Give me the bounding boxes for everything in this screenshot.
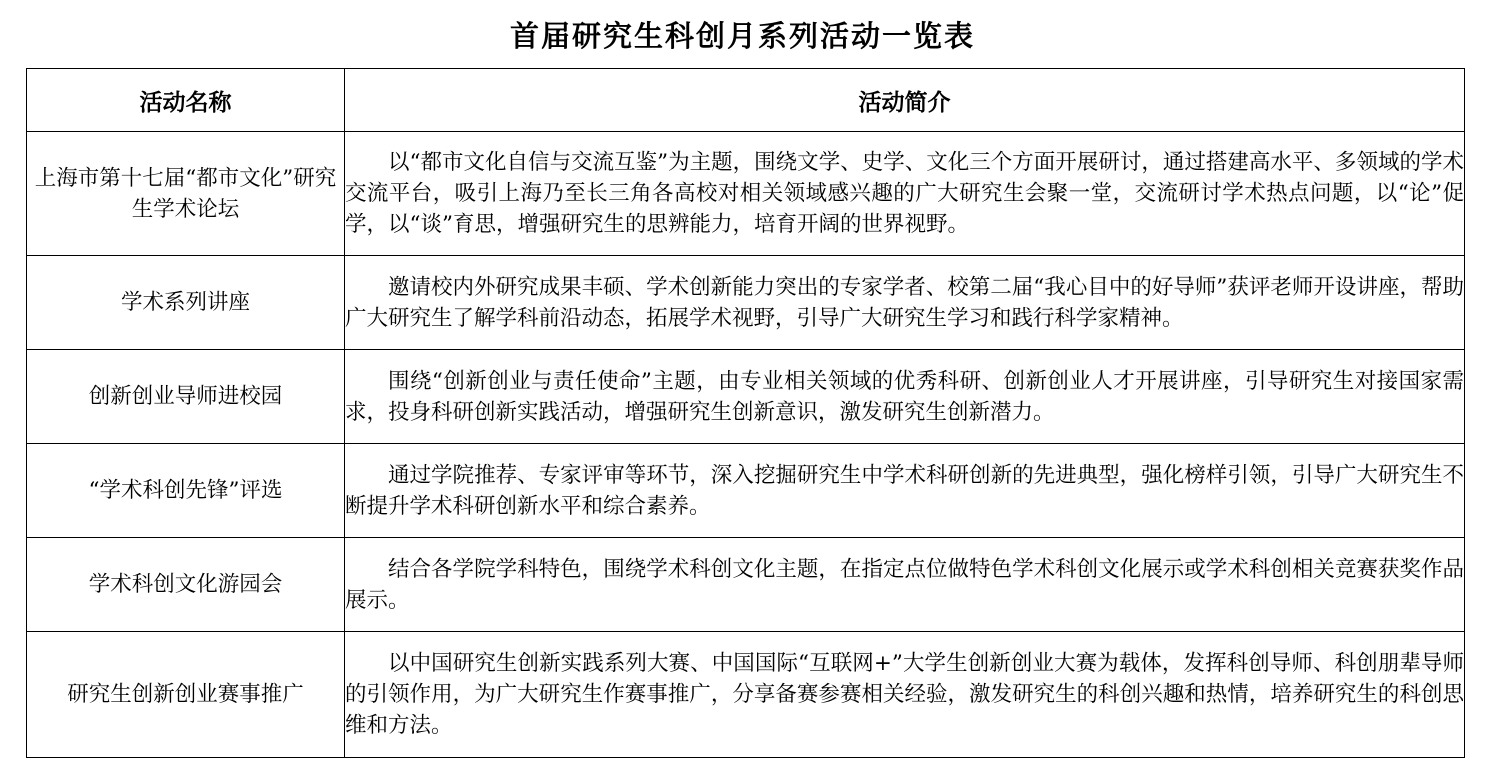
activity-description xyxy=(345,444,1465,538)
activity-name: 学术系列讲座 xyxy=(27,256,345,350)
table-row xyxy=(27,132,1465,256)
activity-name: 创新创业导师进校园 xyxy=(27,350,345,444)
header-activity-description: 活动简介 xyxy=(345,69,1465,132)
activity-description xyxy=(345,538,1465,632)
description-text: 以“都市文化自信与交流互鉴”为主题，围绕文学、史学、文化三个方面开展研讨，通过搭建高水平、多领域的学术交流平台，吸引上海乃至长三角各高校对相关领域感兴趣的广大研究生会聚一堂，交流研讨学术热点问题，以“论”促学，以“谈”育思，增强研究生的思辨能力，培育开阔的世界视野。 xyxy=(345,150,1464,237)
activity-name: 研究生创新创业赛事推广 xyxy=(27,632,345,758)
activity-description xyxy=(345,132,1465,256)
page-title: 首届研究生科创月系列活动一览表 xyxy=(509,19,975,53)
header-activity-name: 活动名称 xyxy=(27,69,345,132)
description-text: 邀请校内外研究成果丰硕、学术创新能力突出的专家学者、校第二届“我心目中的好导师”获评老师开设讲座，帮助广大研究生了解学科前沿动态，拓展学术视野，引导广大研究生学习和践行科学家精神。 xyxy=(345,274,1464,331)
description-text: 以中国研究生创新实践系列大赛、中国国际“互联网+”大学生创新创业大赛为载体，发挥科创导师、科创朋辈导师的引领作用，为广大研究生作赛事推广，分享备赛参赛相关经验，激发研究生的科创兴趣和热情，培养研究生的科创思维和方法。 xyxy=(345,651,1464,738)
table-row xyxy=(27,538,1465,632)
table-header-row xyxy=(27,69,1465,132)
description-text: 围绕“创新创业与责任使命”主题，由专业相关领域的优秀科研、创新创业人才开展讲座，引导研究生对接国家需求，投身科研创新实践活动，增强研究生创新意识，激发研究生创新潜力。 xyxy=(345,368,1464,425)
description-text: 结合各学院学科特色，围绕学术科创文化主题，在指定点位做特色学术科创文化展示或学术科创相关竞赛获奖作品展示。 xyxy=(345,556,1464,613)
activity-name: “学术科创先锋”评选 xyxy=(27,444,345,538)
table-row xyxy=(27,632,1465,758)
activity-description xyxy=(345,350,1465,444)
activity-description xyxy=(345,632,1465,758)
table-row xyxy=(27,444,1465,538)
activity-description xyxy=(345,256,1465,350)
activity-table xyxy=(26,68,1465,758)
activity-name: 学术科创文化游园会 xyxy=(27,538,345,632)
table-row xyxy=(27,256,1465,350)
description-text: 通过学院推荐、专家评审等环节，深入挖掘研究生中学术科研创新的先进典型，强化榜样引领，引导广大研究生不断提升学术科研创新水平和综合素养。 xyxy=(345,462,1464,519)
table-row xyxy=(27,350,1465,444)
activity-name: 上海市第十七届“都市文化”研究生学术论坛 xyxy=(27,132,345,256)
